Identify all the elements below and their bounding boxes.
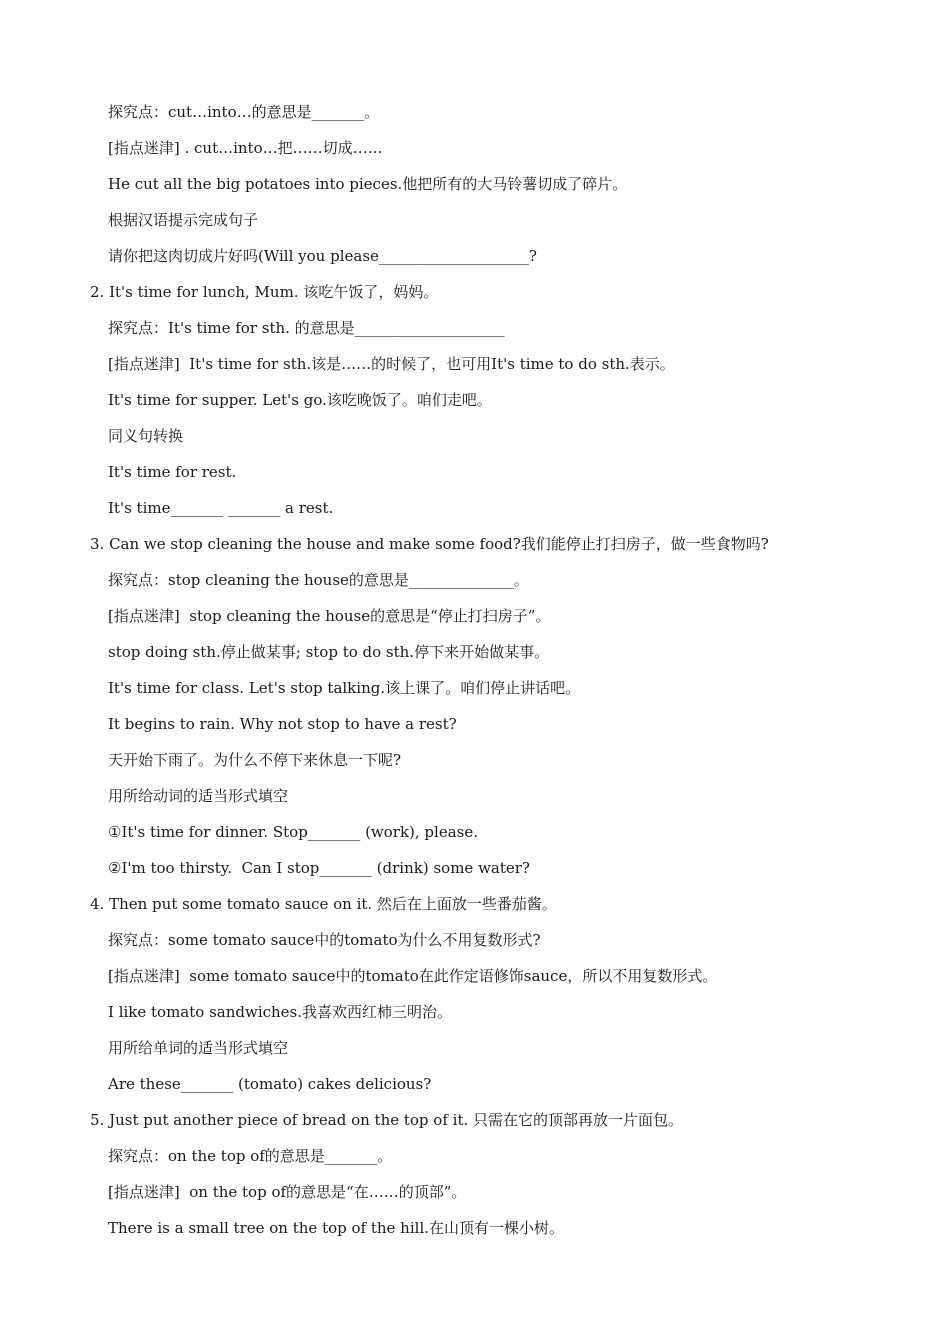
- text-line: [指点迷津] some tomato sauce中的tomato在此作定语修饰sauce，所以不用复数形式。: [108, 967, 718, 985]
- text-line: [指点迷津] . cut…into…把……切成……: [108, 139, 383, 157]
- text-line: 3. Can we stop cleaning the house and make some food?我们能停止打扫房子，做一些食物吗?: [90, 535, 769, 553]
- text-line: Are these_______ (tomato) cakes delicious?: [108, 1075, 432, 1093]
- text-line: 探究点：It's time for sth. 的意思是____________________: [108, 319, 505, 337]
- text-line: ②I'm too thirsty. Can I stop_______ (drink) some water?: [108, 859, 530, 877]
- text-line: It's time for class. Let's stop talking.该上课了。咱们停止讲话吧。: [108, 679, 581, 697]
- text-line: 用所给单词的适当形式填空: [108, 1039, 289, 1057]
- text-line: 根据汉语提示完成句子: [108, 211, 259, 229]
- text-line: 请你把这肉切成片好吗(Will you please____________________?: [108, 247, 537, 265]
- text-line: He cut all the big potatoes into pieces.他把所有的大马铃薯切成了碎片。: [108, 175, 628, 193]
- text-line: 探究点：stop cleaning the house的意思是______________。: [108, 571, 529, 589]
- text-line: It's time_______ _______ a rest.: [108, 499, 334, 517]
- text-line: There is a small tree on the top of the hill.在山顶有一棵小树。: [108, 1219, 565, 1237]
- text-line: [指点迷津] It's time for sth.该是……的时候了，也可用It's time to do sth.表示。: [108, 355, 675, 373]
- text-line: 4. Then put some tomato sauce on it. 然后在上面放一些番茄酱。: [90, 895, 557, 913]
- text-line: 探究点：some tomato sauce中的tomato为什么不用复数形式?: [108, 931, 541, 949]
- text-line: It's time for rest.: [108, 463, 237, 481]
- text-line: 5. Just put another piece of bread on the top of it. 只需在它的顶部再放一片面包。: [90, 1111, 684, 1129]
- text-line: 同义句转换: [108, 427, 184, 445]
- text-line: 探究点：on the top of的意思是_______。: [108, 1147, 393, 1165]
- text-line: 用所给动词的适当形式填空: [108, 787, 289, 805]
- text-line: [指点迷津] stop cleaning the house的意思是“停止打扫房子”。: [108, 607, 551, 625]
- text-line: ①It's time for dinner. Stop_______ (work), please.: [108, 823, 478, 841]
- text-line: I like tomato sandwiches.我喜欢西红柿三明治。: [108, 1003, 453, 1021]
- text-line: 探究点：cut…into…的意思是_______。: [108, 103, 380, 121]
- text-line: stop doing sth.停止做某事; stop to do sth.停下来开始做某事。: [108, 643, 550, 661]
- text-line: It begins to rain. Why not stop to have a rest?: [108, 715, 457, 733]
- text-line: 2. It's time for lunch, Mum. 该吃午饭了，妈妈。: [90, 283, 439, 301]
- text-line: 天开始下雨了。为什么不停下来休息一下呢?: [108, 751, 402, 769]
- text-line: [指点迷津] on the top of的意思是“在……的顶部”。: [108, 1183, 467, 1201]
- text-line: It's time for supper. Let's go.该吃晚饭了。咱们走吧。: [108, 391, 492, 409]
